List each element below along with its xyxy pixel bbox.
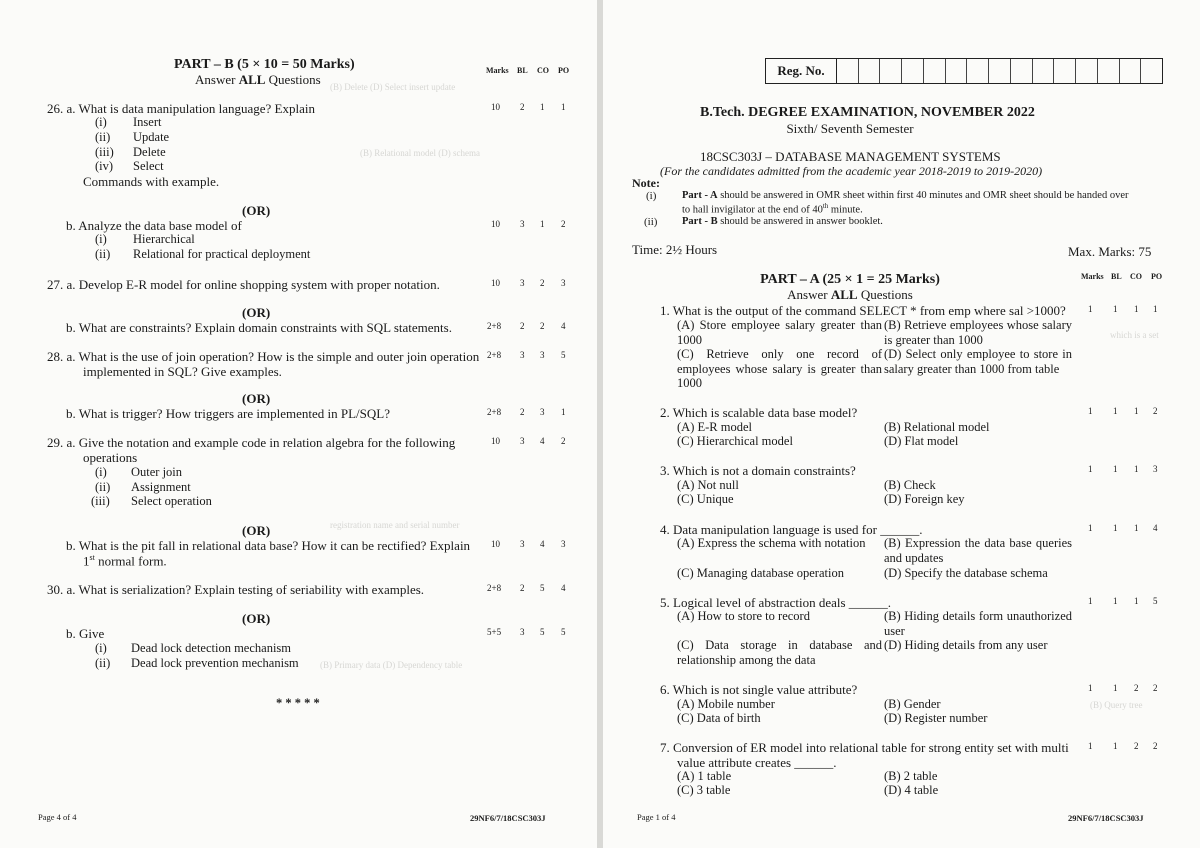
bl: 1: [1113, 304, 1118, 314]
po: 5: [561, 350, 566, 360]
reg-no-label: Reg. No.: [766, 59, 837, 83]
po: 5: [1153, 596, 1158, 606]
reg-no-cell: [946, 59, 968, 83]
col-marks: Marks: [1081, 272, 1104, 281]
option-5d: (D) Hiding details from any user: [884, 638, 1048, 652]
item-num: (iv): [95, 159, 114, 173]
note-label: Note:: [632, 176, 660, 190]
po: 2: [1153, 406, 1158, 416]
bl: 3: [520, 278, 525, 288]
option-7a: (A) 1 table: [677, 769, 732, 783]
item-num: (i): [95, 641, 107, 655]
option-1c: (C) Retrieve only one record of employees whose salary is greater than 1000: [677, 347, 882, 390]
or-divider: (OR): [242, 203, 271, 218]
bleed-through-text: (B) Primary data (D) Dependency table: [320, 660, 463, 670]
option-3b: (B) Check: [884, 478, 936, 492]
or-divider: (OR): [242, 305, 271, 320]
marks: 2+8: [487, 321, 502, 331]
reg-no-cell: [1054, 59, 1076, 83]
bl: 1: [1113, 741, 1118, 751]
option-2c: (C) Hierarchical model: [677, 434, 793, 448]
bl: 3: [520, 350, 525, 360]
option-3a: (A) Not null: [677, 478, 739, 492]
course-title: 18CSC303J – DATABASE MANAGEMENT SYSTEMS: [700, 149, 1001, 164]
bl: 1: [1113, 406, 1118, 416]
question-30a: 30. a. What is serialization? Explain testing of seriability with examples.: [47, 582, 425, 597]
item-text: Assignment: [131, 480, 191, 494]
option-7c: (C) 3 table: [677, 783, 731, 797]
co: 2: [540, 321, 545, 331]
marks: 1: [1088, 523, 1093, 533]
item-text: Delete: [133, 145, 166, 159]
part-b-subheading: Answer ALL Questions: [195, 72, 321, 87]
item-num: (i): [95, 465, 107, 479]
question-6: 6. Which is not single value attribute?: [660, 682, 858, 697]
marks: 10: [491, 436, 500, 446]
co: 2: [1134, 683, 1139, 693]
admission-note: (For the candidates admitted from the academic year 2018-2019 to 2019-2020): [660, 164, 1043, 178]
question-26a-tail: Commands with example.: [83, 174, 220, 189]
reg-no-cell: [1076, 59, 1098, 83]
option-5b: (B) Hiding details form unauthorized user: [884, 609, 1072, 638]
marks: 10: [491, 539, 500, 549]
po: 3: [561, 539, 566, 549]
co: 3: [540, 350, 545, 360]
semester: Sixth/ Seventh Semester: [786, 121, 914, 136]
bl: 1: [1113, 683, 1118, 693]
po: 1: [561, 102, 566, 112]
page-footer-number: Page 4 of 4: [38, 812, 77, 822]
option-5c: (C) Data storage in database and relationship among the data: [677, 638, 882, 667]
question-2: 2. Which is scalable data base model?: [660, 405, 858, 420]
po: 1: [561, 407, 566, 417]
question-4: 4. Data manipulation language is used for ______.: [660, 522, 923, 537]
reg-no-box: [765, 58, 1163, 84]
bleed-through-text: (B) Relational model (D) schema: [360, 148, 480, 158]
marks: 1: [1088, 741, 1093, 751]
end-stars: * * * * *: [276, 696, 320, 710]
part-a-subheading: Answer ALL Questions: [787, 287, 913, 302]
question-3: 3. Which is not a domain constraints?: [660, 463, 856, 478]
max-marks: Max. Marks: 75: [1068, 244, 1152, 259]
question-27b: b. What are constraints? Explain domain constraints with SQL statements.: [66, 320, 452, 335]
question-5: 5. Logical level of abstraction deals ______.: [660, 595, 892, 610]
reg-no-cell: [967, 59, 989, 83]
col-po: PO: [1151, 272, 1163, 281]
co: 1: [1134, 464, 1139, 474]
part-b-heading: PART – B (5 × 10 = 50 Marks): [174, 57, 355, 72]
question-28a: 28. a. What is the use of join operation? How is the simple and outer join operation: [47, 349, 480, 364]
po: 5: [561, 627, 566, 637]
co: 5: [540, 583, 545, 593]
item-text: Dead lock prevention mechanism: [131, 656, 299, 670]
option-6a: (A) Mobile number: [677, 697, 775, 711]
exam-title: B.Tech. DEGREE EXAMINATION, NOVEMBER 2022: [700, 105, 1035, 120]
bl: 3: [520, 436, 525, 446]
note-i-num: (i): [646, 190, 657, 202]
note-i: Part - A should be answered in OMR sheet within first 40 minutes and OMR sheet should be handed over: [682, 190, 1129, 201]
bl: 2: [520, 407, 525, 417]
marks: 1: [1088, 596, 1093, 606]
or-divider: (OR): [242, 523, 271, 538]
question-29a-line2: operations: [83, 450, 138, 465]
option-6c: (C) Data of birth: [677, 711, 761, 725]
reg-no-cell: [859, 59, 881, 83]
bl: 3: [520, 539, 525, 549]
option-5a: (A) How to store to record: [677, 609, 810, 623]
item-num: (i): [95, 115, 107, 129]
po: 4: [1153, 523, 1158, 533]
page-footer-code: 29NF6/7/18CSC303J: [470, 813, 546, 823]
col-co: CO: [537, 66, 549, 75]
option-6d: (D) Register number: [884, 711, 988, 725]
col-po: PO: [558, 66, 570, 75]
po: 4: [561, 321, 566, 331]
bl: 3: [520, 219, 525, 229]
bl: 1: [1113, 523, 1118, 533]
item-num: (ii): [95, 656, 111, 670]
or-divider: (OR): [242, 611, 271, 626]
reg-no-cell: [837, 59, 859, 83]
item-text: Insert: [133, 115, 162, 129]
marks: 2+8: [487, 583, 502, 593]
option-2d: (D) Flat model: [884, 434, 959, 448]
question-7-line2: value attribute creates ______.: [677, 755, 837, 770]
question-29b-line2: 1st normal form.: [83, 553, 167, 569]
option-4a: (A) Express the schema with notation: [677, 536, 866, 550]
bl: 3: [520, 627, 525, 637]
po: 4: [561, 583, 566, 593]
marks: 10: [491, 278, 500, 288]
item-num: (ii): [95, 130, 111, 144]
po: 3: [561, 278, 566, 288]
item-num: (ii): [95, 247, 111, 261]
bl: 1: [1113, 596, 1118, 606]
item-text: Outer join: [131, 465, 183, 479]
po: 1: [1153, 304, 1158, 314]
reg-no-cell: [902, 59, 924, 83]
reg-no-cell: [1120, 59, 1142, 83]
marks: 5+5: [487, 627, 502, 637]
question-29a: 29. a. Give the notation and example code in relation algebra for the following: [47, 435, 456, 450]
co: 2: [540, 278, 545, 288]
co: 4: [540, 539, 545, 549]
co: 1: [1134, 523, 1139, 533]
option-2b: (B) Relational model: [884, 420, 990, 434]
note-i-line2: to hall invigilator at the end of 40th minute.: [682, 202, 863, 216]
po: 3: [1153, 464, 1158, 474]
reg-no-cell: [1011, 59, 1033, 83]
question-7: 7. Conversion of ER model into relational table for strong entity set with multi: [660, 740, 1069, 755]
bl: 1: [1113, 464, 1118, 474]
po: 2: [561, 436, 566, 446]
question-1: 1. What is the output of the command SELECT * from emp where sal >1000?: [660, 303, 1066, 318]
or-divider: (OR): [242, 391, 271, 406]
col-co: CO: [1130, 272, 1142, 281]
option-7b: (B) 2 table: [884, 769, 938, 783]
reg-no-cell: [989, 59, 1011, 83]
part-a-heading: PART – A (25 × 1 = 25 Marks): [760, 272, 940, 287]
marks: 1: [1088, 464, 1093, 474]
exam-page-4: [0, 0, 597, 848]
marks: 1: [1088, 683, 1093, 693]
bl: 2: [520, 102, 525, 112]
option-7d: (D) 4 table: [884, 783, 939, 797]
item-num: (i): [95, 232, 107, 246]
marks: 10: [491, 102, 500, 112]
col-bl: BL: [1111, 272, 1122, 281]
item-text: Relational for practical deployment: [133, 247, 311, 261]
reg-no-cell: [1033, 59, 1055, 83]
bleed-through-text: (B) Query tree: [1090, 700, 1143, 710]
item-num: (ii): [95, 480, 111, 494]
co: 1: [1134, 596, 1139, 606]
co: 2: [1134, 741, 1139, 751]
bl: 2: [520, 583, 525, 593]
bleed-through-text: (B) Delete (D) Select insert update: [330, 82, 456, 92]
marks: 1: [1088, 304, 1093, 314]
option-3c: (C) Unique: [677, 492, 734, 506]
po: 2: [1153, 683, 1158, 693]
exam-duration: Time: 2½ Hours: [632, 242, 718, 257]
page-footer-number: Page 1 of 4: [637, 812, 676, 822]
option-4b: (B) Expression the data base queries and updates: [884, 536, 1072, 565]
co: 1: [1134, 304, 1139, 314]
option-3d: (D) Foreign key: [884, 492, 965, 506]
co: 1: [540, 102, 545, 112]
reg-no-cell: [1141, 59, 1162, 83]
reg-no-cell: [924, 59, 946, 83]
bleed-through-text: registration name and serial number: [330, 520, 460, 530]
reg-no-cell: [880, 59, 902, 83]
co: 4: [540, 436, 545, 446]
bleed-through-text: which is a set: [1110, 330, 1159, 340]
note-ii-num: (ii): [644, 216, 658, 228]
co: 3: [540, 407, 545, 417]
option-1a: (A) Store employee salary greater than 1000: [677, 318, 882, 347]
question-26b: b. Analyze the data base model of: [66, 218, 242, 233]
question-27a: 27. a. Develop E-R model for online shopping system with proper notation.: [47, 277, 440, 292]
bl: 2: [520, 321, 525, 331]
option-6b: (B) Gender: [884, 697, 941, 711]
option-1d: (D) Select only employee to store in salary greater than 1000 from table: [884, 347, 1072, 376]
option-4d: (D) Specify the database schema: [884, 566, 1048, 580]
reg-no-cell: [1098, 59, 1120, 83]
co: 1: [1134, 406, 1139, 416]
question-29b: b. What is the pit fall in relational data base? How it can be rectified? Explain: [66, 538, 471, 553]
item-num: (iii): [91, 494, 110, 508]
item-text: Select operation: [131, 494, 212, 508]
option-1b: (B) Retrieve employees whose salary is greater than 1000: [884, 318, 1072, 347]
question-30b: b. Give: [66, 626, 105, 641]
option-4c: (C) Managing database operation: [677, 566, 844, 580]
item-text: Select: [133, 159, 164, 173]
co: 5: [540, 627, 545, 637]
col-bl: BL: [517, 66, 528, 75]
marks: 2+8: [487, 350, 502, 360]
marks: 10: [491, 219, 500, 229]
po: 2: [561, 219, 566, 229]
question-26a: 26. a. What is data manipulation language? Explain: [47, 101, 315, 116]
question-28b: b. What is trigger? How triggers are implemented in PL/SQL?: [66, 406, 390, 421]
item-num: (iii): [95, 145, 114, 159]
po: 2: [1153, 741, 1158, 751]
marks: 2+8: [487, 407, 502, 417]
marks: 1: [1088, 406, 1093, 416]
item-text: Hierarchical: [133, 232, 195, 246]
col-marks: Marks: [486, 66, 509, 75]
page-footer-code: 29NF6/7/18CSC303J: [1068, 813, 1144, 823]
option-2a: (A) E-R model: [677, 420, 752, 434]
item-text: Dead lock detection mechanism: [131, 641, 292, 655]
note-ii: Part - B should be answered in answer booklet.: [682, 216, 883, 227]
co: 1: [540, 219, 545, 229]
question-28a-line2: implemented in SQL? Give examples.: [83, 364, 282, 379]
item-text: Update: [133, 130, 170, 144]
